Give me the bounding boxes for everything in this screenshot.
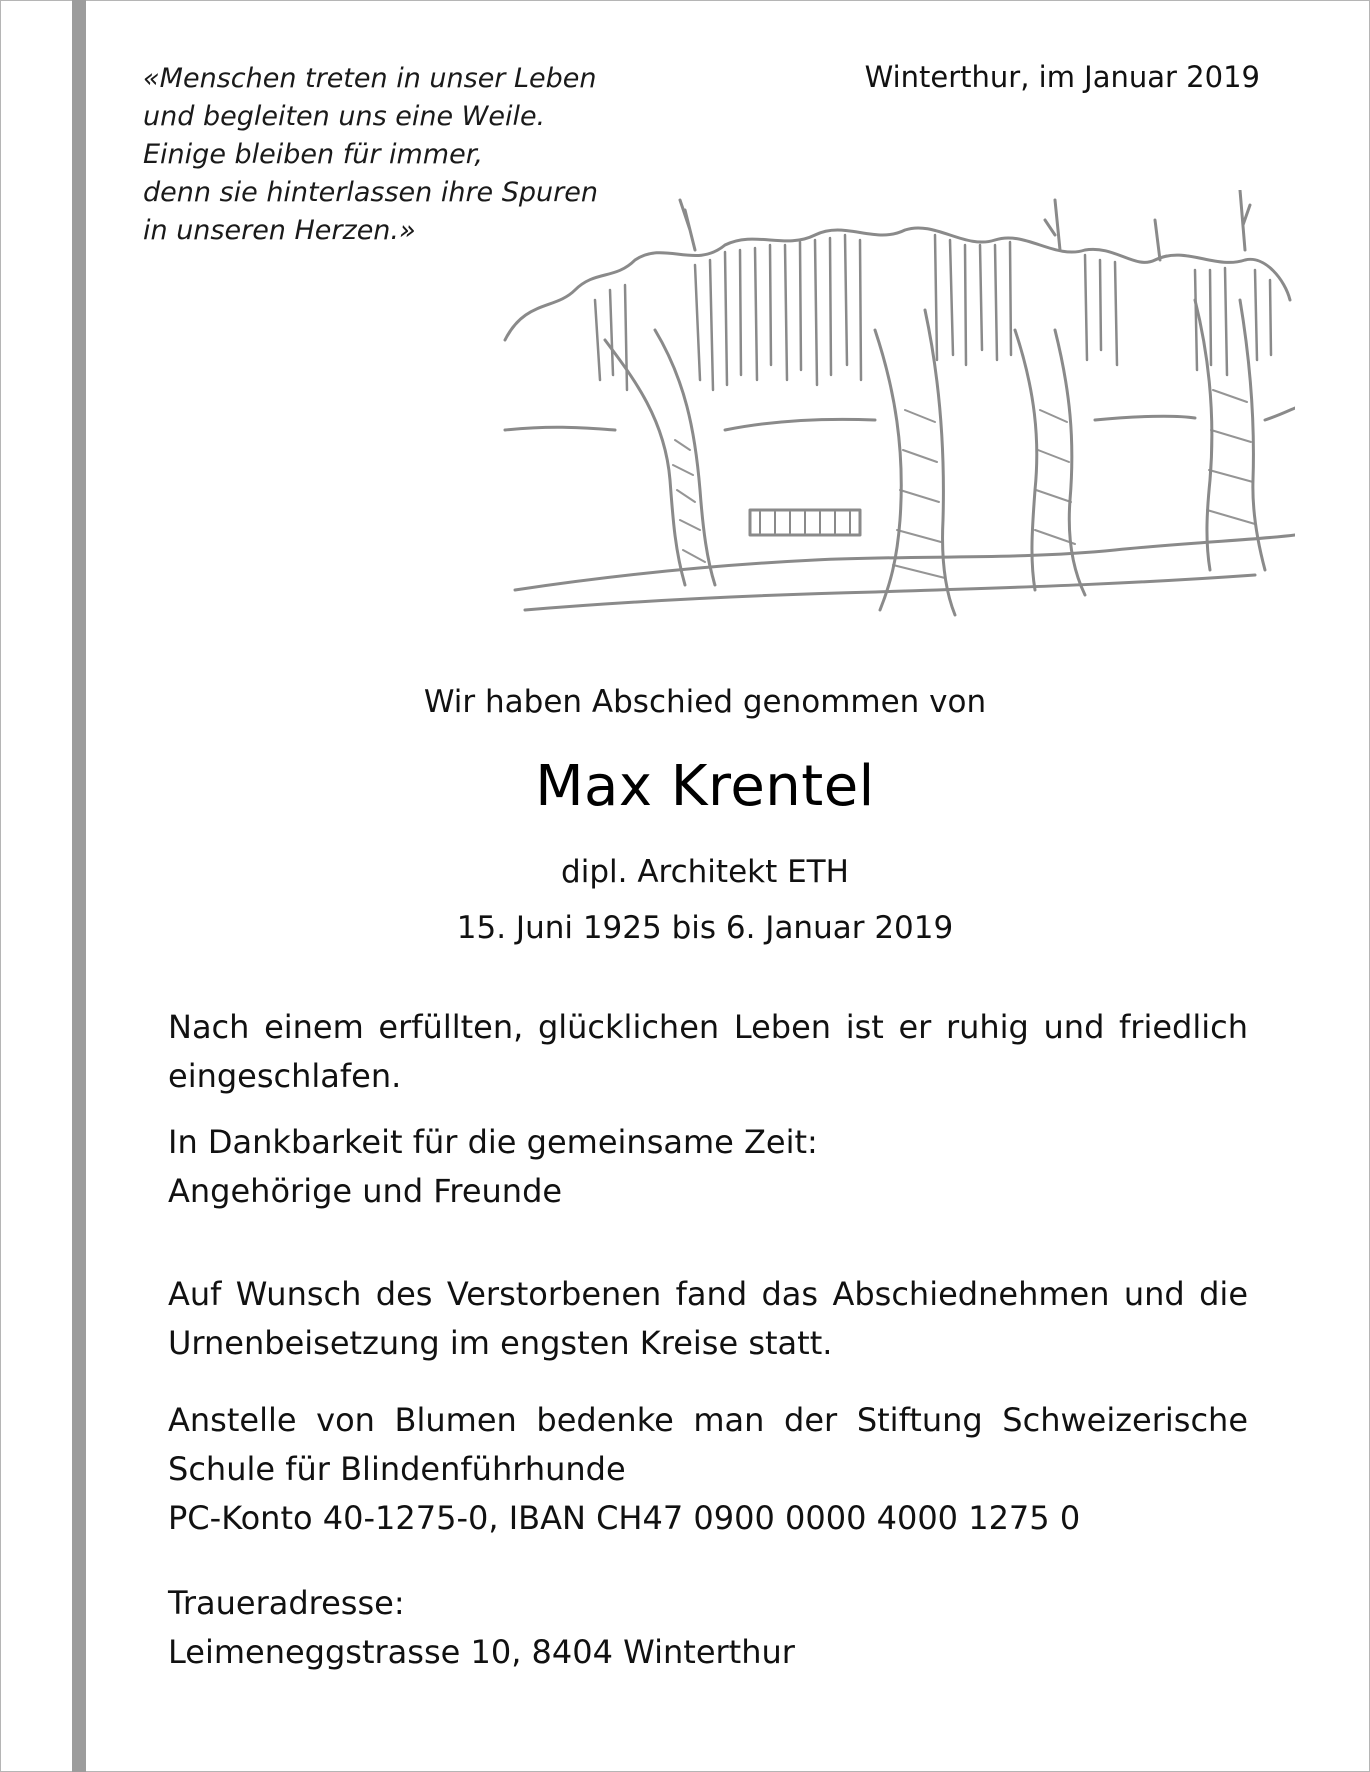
farewell-intro: Wir haben Abschied genommen von — [423, 684, 987, 720]
text-line: eingeschlafen. — [168, 1057, 402, 1095]
paragraph-burial — [168, 1270, 1248, 1368]
text-line: Nach einem erfüllten, glücklichen Leben ist er ruhig und friedlich — [168, 1008, 1248, 1046]
bank-account: PC-Konto 40-1275-0, IBAN CH47 0900 0000 4000 1275 0 — [168, 1499, 1081, 1537]
text-line: Anstelle von Blumen bedenke man der Stiftung Schweizerische — [168, 1401, 1248, 1439]
quote-line: «Menschen treten in unser Leben — [143, 63, 597, 94]
text-line: Auf Wunsch des Verstorbenen fand das Abschiednehmen und die — [168, 1275, 1248, 1313]
quote-line: Einige bleiben für immer, — [143, 139, 483, 170]
mourning-address — [168, 1579, 1248, 1677]
deceased-name: Max Krentel — [535, 754, 875, 819]
text-line: Schule für Blindenführhunde — [168, 1450, 626, 1488]
life-dates: 15. Juni 1925 bis 6. Januar 2019 — [456, 910, 954, 946]
place-date: Winterthur, im Januar 2019 — [864, 60, 1260, 94]
mourning-side-bar — [72, 0, 86, 1772]
address-value: Leimeneggstrasse 10, 8404 Winterthur — [168, 1633, 795, 1671]
text-line: Angehörige und Freunde — [168, 1172, 563, 1210]
text-line: In Dankbarkeit für die gemeinsame Zeit: — [168, 1123, 818, 1161]
quote-line: in unseren Herzen.» — [143, 215, 416, 246]
text-line: Urnenbeisetzung im engsten Kreise statt. — [168, 1324, 833, 1362]
quote-line: denn sie hinterlassen ihre Spuren — [143, 177, 598, 208]
quote-line: und begleiten uns eine Weile. — [143, 101, 546, 132]
paragraph-passing — [168, 1003, 1248, 1101]
address-label: Traueradresse: — [168, 1584, 405, 1622]
deceased-title: dipl. Architekt ETH — [561, 854, 849, 890]
paragraph-gratitude — [168, 1118, 1248, 1216]
trees-sketch-icon — [495, 190, 1295, 640]
paragraph-donation — [168, 1396, 1248, 1543]
